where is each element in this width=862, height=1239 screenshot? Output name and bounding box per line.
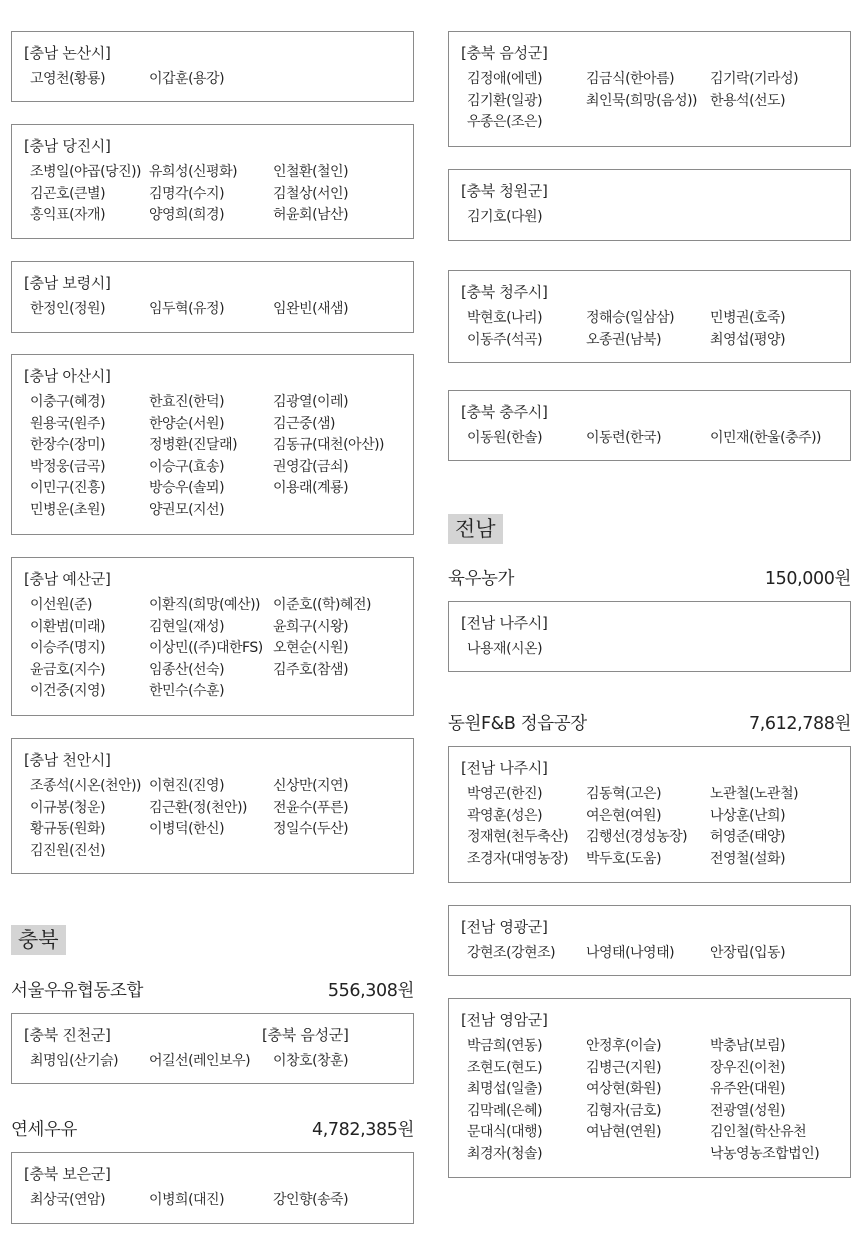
member-name: 조종석(시온(천안)) [30, 778, 142, 794]
region-box-naju-1 [448, 601, 851, 672]
name-list [30, 595, 409, 703]
member-name: 나상훈(난희) [710, 807, 786, 824]
member-name: 김광열(이레) [273, 394, 349, 410]
region-box-yesan [11, 557, 414, 716]
member-name: 박정웅(금곡) [30, 458, 106, 475]
member-name: 이현진(진영) [149, 778, 225, 794]
donor-row [448, 710, 851, 734]
member-name: 강현조(강현조) [467, 945, 556, 961]
member-name: 유주완(대원) [710, 1081, 786, 1098]
member-name: 임종산(선숙) [149, 661, 225, 678]
donor-amount: 150,000원 [764, 569, 851, 589]
member-name: 어길선(레인보우) [149, 1053, 251, 1069]
region-box-chungju [448, 390, 851, 461]
member-name: 이건중(지영) [30, 683, 106, 700]
member-name: 여상현(화원) [586, 1081, 662, 1098]
name-list [30, 69, 409, 91]
region-box-yeongam [448, 998, 851, 1178]
member-name: 김철상(서인) [273, 185, 349, 202]
member-name: 한용석(선도) [710, 92, 786, 109]
name-list [30, 162, 409, 227]
member-name: 한장수(장미) [30, 437, 106, 454]
member-name: 강인향(송죽) [273, 1192, 349, 1208]
member-name: 이준호((학)혜전) [273, 597, 371, 613]
member-name: 김인철(학산유천 [710, 1124, 807, 1141]
member-name: 박금희(연동) [467, 1038, 543, 1054]
name-list [467, 69, 846, 134]
member-name: 김기환(일광) [467, 92, 543, 109]
member-name: 임두혁(유정) [149, 301, 225, 317]
member-name: 조현도(현도) [467, 1059, 543, 1076]
member-name: 장우진(이천) [710, 1059, 786, 1076]
member-name: 이동주(석곡) [467, 331, 543, 348]
region-label: [충남 논산시] [24, 44, 111, 62]
member-name: 민병권(호죽) [710, 310, 786, 326]
name-list [30, 1190, 409, 1212]
member-name: 김행선(경성농장) [586, 829, 688, 846]
region-box-nonsan [11, 31, 414, 102]
member-name: 조병일(야곱(당진)) [30, 164, 142, 180]
member-name: 최영섭(평양) [710, 331, 786, 348]
member-name: 이승구(효송) [149, 458, 225, 475]
member-name: 최상국(연암) [30, 1192, 106, 1208]
member-name: 홍익표(자개) [30, 207, 106, 224]
member-name: 나영태(나영태) [586, 945, 675, 961]
member-name: 노관철(노관철) [710, 786, 799, 802]
donor-row [11, 1116, 414, 1140]
member-name: 김병근(지원) [586, 1059, 662, 1076]
member-name: 권영갑(금쇠) [273, 458, 349, 475]
member-name: 민병운(초원) [30, 501, 106, 518]
member-name: 나용재(시온) [467, 641, 543, 657]
member-name [586, 1144, 710, 1166]
region-box-cheongwon [448, 169, 851, 241]
region-label: [충북 충주시] [461, 403, 548, 421]
region-box-yeonggwang [448, 905, 851, 976]
name-list [30, 392, 409, 522]
region-label: [전남 나주시] [461, 614, 548, 632]
member-name: 허윤회(남산) [273, 207, 349, 224]
member-name: 황규동(원화) [30, 821, 106, 838]
member-name: 이민구(진흥) [30, 480, 106, 497]
member-name: 이갑훈(용강) [149, 71, 225, 87]
member-name: 양영희(희경) [149, 207, 225, 224]
member-name: 문대식(대행) [467, 1124, 543, 1141]
member-name: 전윤수(푸른) [273, 799, 349, 816]
member-name: 박현호(나리) [467, 310, 543, 326]
region-label: [충북 보은군] [24, 1165, 111, 1183]
member-name: 이상민((주)대한FS) [149, 640, 263, 657]
member-name: 김주호(참샘) [273, 661, 349, 678]
member-name: 곽영훈(성은) [467, 807, 543, 824]
region-box-naju-2 [448, 746, 851, 883]
member-name: 김동규(대천(아산)) [273, 437, 385, 454]
member-name: 최명임(산기슭) [30, 1053, 119, 1069]
donor-name: 연세우유 [11, 1120, 78, 1140]
member-name: 박영곤(한진) [467, 786, 543, 802]
member-name: 조경자(대영농장) [467, 850, 569, 867]
member-name: 낙농영농조합법인) [710, 1145, 820, 1162]
member-name: 오종권(남북) [586, 331, 662, 348]
member-name: 방승우(솔뫼) [149, 480, 225, 497]
donor-name: 서울우유협동조합 [11, 981, 144, 1001]
member-name: 김동혁(고은) [586, 786, 662, 802]
member-name: 정해승(일삼삼) [586, 310, 675, 326]
section-heading-chungbuk: 충북 [11, 925, 66, 955]
member-name: 안장립(입동) [710, 945, 786, 961]
member-name: 김명각(수지) [149, 185, 225, 202]
region-label: [충남 당진시] [24, 137, 111, 155]
member-name: 이선원(준) [30, 597, 93, 613]
member-name: 김기락(기라성) [710, 71, 799, 87]
region-box-eumseong [448, 31, 851, 147]
region-label: [충북 음성군] [461, 44, 548, 62]
donor-amount: 7,612,788원 [749, 714, 851, 734]
region-label: [충남 천안시] [24, 751, 111, 769]
region-label-secondary: [충북 음성군] [262, 1026, 349, 1044]
region-label: [충북 청원군] [461, 182, 548, 200]
member-name: 신상만(지연) [273, 778, 349, 794]
region-label: [전남 영암군] [461, 1011, 548, 1029]
member-name: 김정애(에덴) [467, 71, 543, 87]
name-list [467, 943, 846, 965]
member-name: 허영준(태양) [710, 829, 786, 846]
member-name: 이병덕(한신) [149, 821, 225, 838]
member-name: 이창호(창훈) [273, 1053, 349, 1069]
member-name: 원용국(원주) [30, 415, 106, 432]
region-label: [충북 청주시] [461, 283, 548, 301]
member-name: 김곤호(큰별) [30, 185, 106, 202]
member-name: 이환직(희망(예산)) [149, 597, 261, 613]
section-heading-jeonnam: 전남 [448, 514, 503, 544]
name-list [467, 308, 846, 351]
member-name: 유희성(신평화) [149, 164, 238, 180]
member-name: 오현순(시원) [273, 640, 349, 657]
member-name: 이충구(혜경) [30, 394, 106, 410]
member-name: 이용래(계룡) [273, 480, 349, 497]
region-label: [충남 보령시] [24, 274, 111, 292]
donor-name: 육우농가 [448, 569, 515, 589]
member-name: 박충남(보림) [710, 1038, 786, 1054]
donor-amount: 4,782,385원 [312, 1120, 414, 1140]
region-box-boryeong [11, 261, 414, 333]
region-box-dangjin [11, 124, 414, 239]
member-name: 한민수(수훈) [149, 683, 225, 700]
member-name: 한양순(서원) [149, 415, 225, 432]
name-list [30, 299, 409, 321]
donor-amount: 556,308원 [327, 981, 414, 1001]
donor-row [448, 565, 851, 589]
member-name: 정병환(진달래) [149, 437, 238, 454]
name-list [467, 1036, 846, 1166]
member-name: 전광열(성원) [710, 1102, 786, 1119]
region-label: [전남 나주시] [461, 759, 548, 777]
member-name: 전영철(설화) [710, 850, 786, 867]
member-name: 김현일(재성) [149, 618, 225, 635]
region-label: [충남 아산시] [24, 367, 111, 385]
member-name: 양권모(지선) [149, 501, 225, 518]
member-name: 윤희구(시왕) [273, 618, 349, 635]
member-name: 김근중(샘) [273, 415, 336, 432]
member-name: 이민재(한울(충주)) [710, 430, 822, 446]
member-name: 정일수(두산) [273, 821, 349, 838]
region-box-boeun [11, 1152, 414, 1224]
name-list [467, 639, 846, 661]
member-name: 김진원(진선) [30, 842, 106, 859]
name-list [467, 207, 846, 229]
member-name: 김형자(금호) [586, 1102, 662, 1119]
region-label: [충남 예산군] [24, 570, 111, 588]
member-name: 이규봉(청운) [30, 799, 106, 816]
name-list [467, 428, 846, 450]
region-box-cheonan [11, 738, 414, 874]
region-box-jincheon [11, 1013, 414, 1084]
member-name: 이동련(한국) [586, 430, 662, 446]
member-name: 여남현(연원) [586, 1124, 662, 1141]
member-name: 한효진(한덕) [149, 394, 225, 410]
member-name: 최명섭(일출) [467, 1081, 543, 1098]
region-box-asan [11, 354, 414, 535]
member-name: 한정인(정원) [30, 301, 106, 317]
member-name: 인철환(철인) [273, 164, 349, 180]
member-name: 고영천(황룡) [30, 71, 106, 87]
region-box-cheongju [448, 270, 851, 363]
member-name: 여은현(여원) [586, 807, 662, 824]
member-name: 이동원(한솔) [467, 430, 543, 446]
member-name: 김근환(정(천안)) [149, 799, 247, 816]
donor-name: 동원F&B 정읍공장 [448, 714, 587, 734]
name-list [467, 784, 846, 870]
member-name: 이병희(대진) [149, 1192, 225, 1208]
member-name: 김금식(한아름) [586, 71, 675, 87]
region-label: [전남 영광군] [461, 918, 548, 936]
member-name: 최인묵(희망(음성)) [586, 92, 698, 109]
member-name: 김막례(은혜) [467, 1102, 543, 1119]
member-name: 박두호(도움) [586, 850, 662, 867]
member-name: 우종은(조은) [467, 114, 543, 131]
region-label: [충북 진천군] [24, 1026, 111, 1044]
name-list [30, 776, 409, 862]
member-name: 이환범(미래) [30, 618, 106, 635]
member-name: 정재현(천두축산) [467, 829, 569, 846]
member-name: 윤금호(지수) [30, 661, 106, 678]
donor-row [11, 977, 414, 1001]
member-name: 임완빈(새샘) [273, 301, 349, 317]
member-name: 최경자(청솔) [467, 1145, 543, 1162]
member-name: 김기호(다원) [467, 209, 543, 225]
name-list [30, 1051, 409, 1073]
member-name: 안정후(이슬) [586, 1038, 662, 1054]
member-name: 이승주(명지) [30, 640, 106, 657]
